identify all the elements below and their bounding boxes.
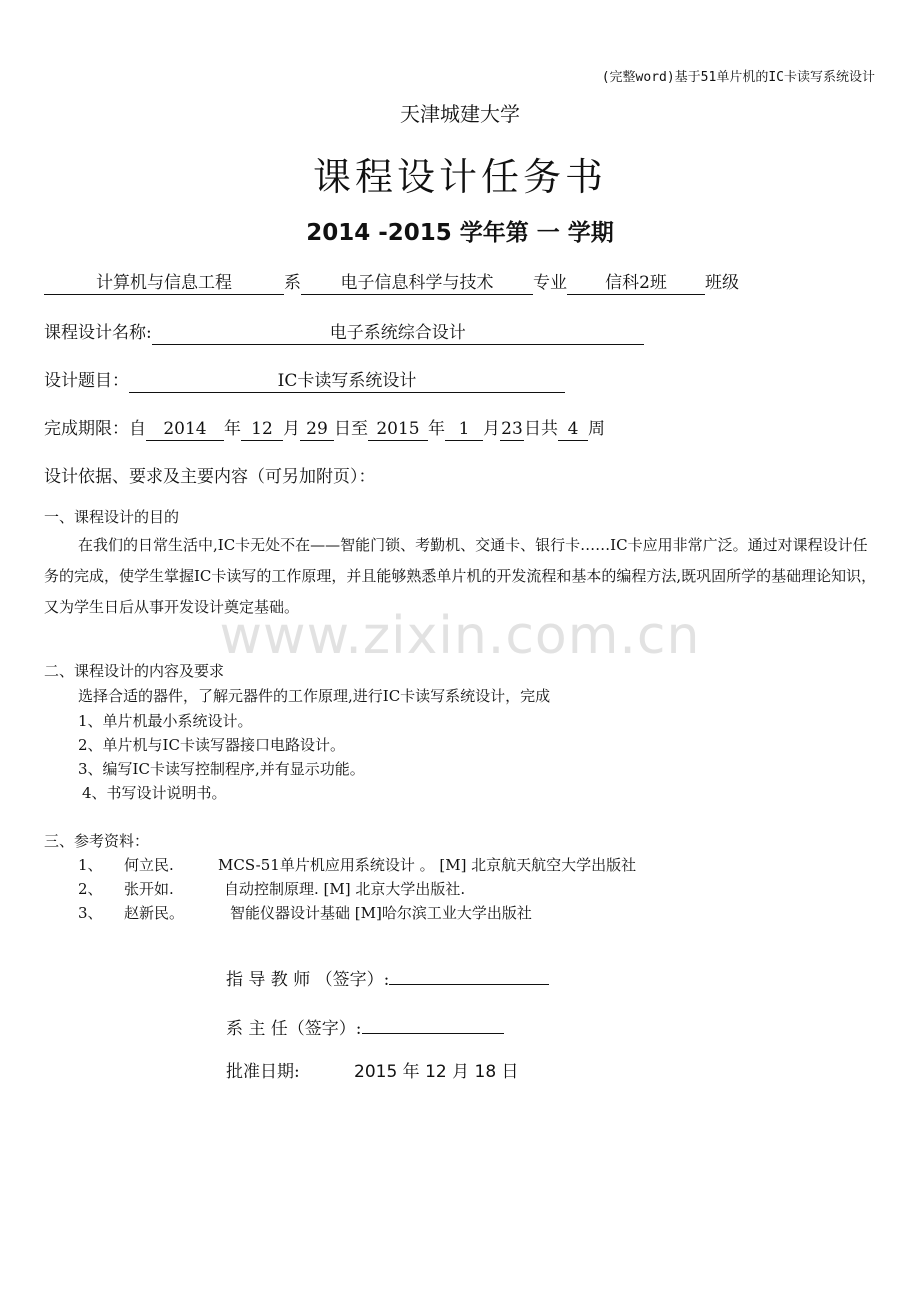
reference-item (78, 878, 465, 899)
reference-number: 1、 (78, 856, 103, 874)
major-suffix: 专业 (533, 273, 567, 293)
document-header-caption: (完整word)基于51单片机的IC卡读写系统设计 (601, 70, 875, 85)
reference-title: MCS-51单片机应用系统设计 。 [M] 北京航天航空大学出版社 (218, 856, 637, 874)
week-unit: 周 (588, 419, 605, 439)
design-topic-label: 设计题目： (44, 371, 129, 391)
department-suffix: 系 (284, 273, 301, 293)
advisor-signature-field (389, 962, 549, 985)
dept-head-label: 系 主 任（签字）: (226, 1019, 362, 1039)
department-line (44, 268, 739, 295)
reference-number: 3、 (78, 904, 103, 922)
month-unit: 月 (283, 419, 300, 439)
course-name-value: 电子系统综合设计 (152, 322, 644, 345)
watermark-text: www.zixin.com.cn (219, 606, 701, 666)
approval-date-value: 2015 年 12 月 18 日 (354, 1062, 519, 1082)
list-item: 4、书写设计说明书。 (82, 784, 227, 802)
section2-intro: 选择合适的器件，了解元器件的工作原理,进行IC卡读写系统设计，完成 (78, 687, 551, 705)
reference-item (78, 854, 636, 875)
list-item: 3、编写IC卡读写控制程序,并有显示功能。 (78, 760, 365, 778)
start-day: 29 (300, 418, 334, 441)
end-month-unit: 月 (483, 419, 500, 439)
academic-term: 2014 -2015 学年第 一 学期 (306, 220, 614, 246)
completion-period-line (44, 414, 605, 441)
class-value: 信科2班 (567, 272, 705, 295)
start-year: 2014 (146, 418, 224, 441)
reference-title: 智能仪器设计基础 [M]哈尔滨工业大学出版社 (230, 904, 532, 922)
advisor-label: 指 导 教 师 （签字）: (226, 970, 390, 990)
section3-heading: 三、参考资料： (44, 832, 150, 850)
end-year: 2015 (368, 418, 428, 441)
end-year-unit: 年 (428, 419, 445, 439)
major-value: 电子信息科学与技术 (301, 272, 533, 295)
advisor-signature-line (226, 962, 549, 990)
reference-author: 张开如. (124, 880, 174, 898)
section1-heading: 一、课程设计的目的 (44, 508, 180, 526)
start-month: 12 (241, 418, 283, 441)
end-day: 23 (501, 419, 523, 439)
basis-heading: 设计依据、要求及主要内容（可另加附页）： (44, 467, 376, 487)
reference-author: 何立民. (124, 856, 174, 874)
approval-date-line (226, 1057, 519, 1082)
university-name: 天津城建大学 (400, 102, 520, 126)
page-title: 课程设计任务书 (312, 155, 607, 199)
course-name-label: 课程设计名称: (44, 323, 152, 343)
list-item: 1、单片机最小系统设计。 (78, 712, 253, 730)
section2-heading: 二、课程设计的内容及要求 (44, 662, 225, 680)
design-topic-line (44, 366, 565, 393)
dept-head-signature-line (226, 1011, 504, 1039)
approval-date-label: 批准日期: (226, 1062, 300, 1082)
section1-paragraph: 在我们的日常生活中,IC卡无处不在——智能门锁、考勤机、交通卡、银行卡……IC卡应用非常广泛。通过对课程设计任务的完成，使学生掌握IC卡读写的工作原理，并且能够熟悉单片机的开发流程和基本的编程方法,既巩固所学的基础理论知识，又为学生日后从事开发设计奠定基础。 (44, 536, 877, 616)
weeks-value: 4 (558, 418, 588, 441)
class-suffix: 班级 (705, 273, 739, 293)
department-value: 计算机与信息工程 (44, 272, 284, 295)
list-item: 2、单片机与IC卡读写器接口电路设计。 (78, 736, 345, 754)
course-name-line (44, 318, 644, 345)
to-text: 日至 (334, 419, 368, 439)
reference-title: 自动控制原理. [M] 北京大学出版社. (224, 880, 466, 898)
design-topic-value: IC卡读写系统设计 (129, 370, 565, 393)
reference-author: 赵新民。 (124, 904, 185, 922)
reference-item (78, 902, 532, 923)
end-month: 1 (445, 418, 483, 441)
dept-head-signature-field (362, 1011, 504, 1034)
year-unit: 年 (224, 419, 241, 439)
period-label: 完成期限：自 (44, 419, 146, 439)
reference-number: 2、 (78, 880, 103, 898)
total-text: 日共 (524, 419, 558, 439)
